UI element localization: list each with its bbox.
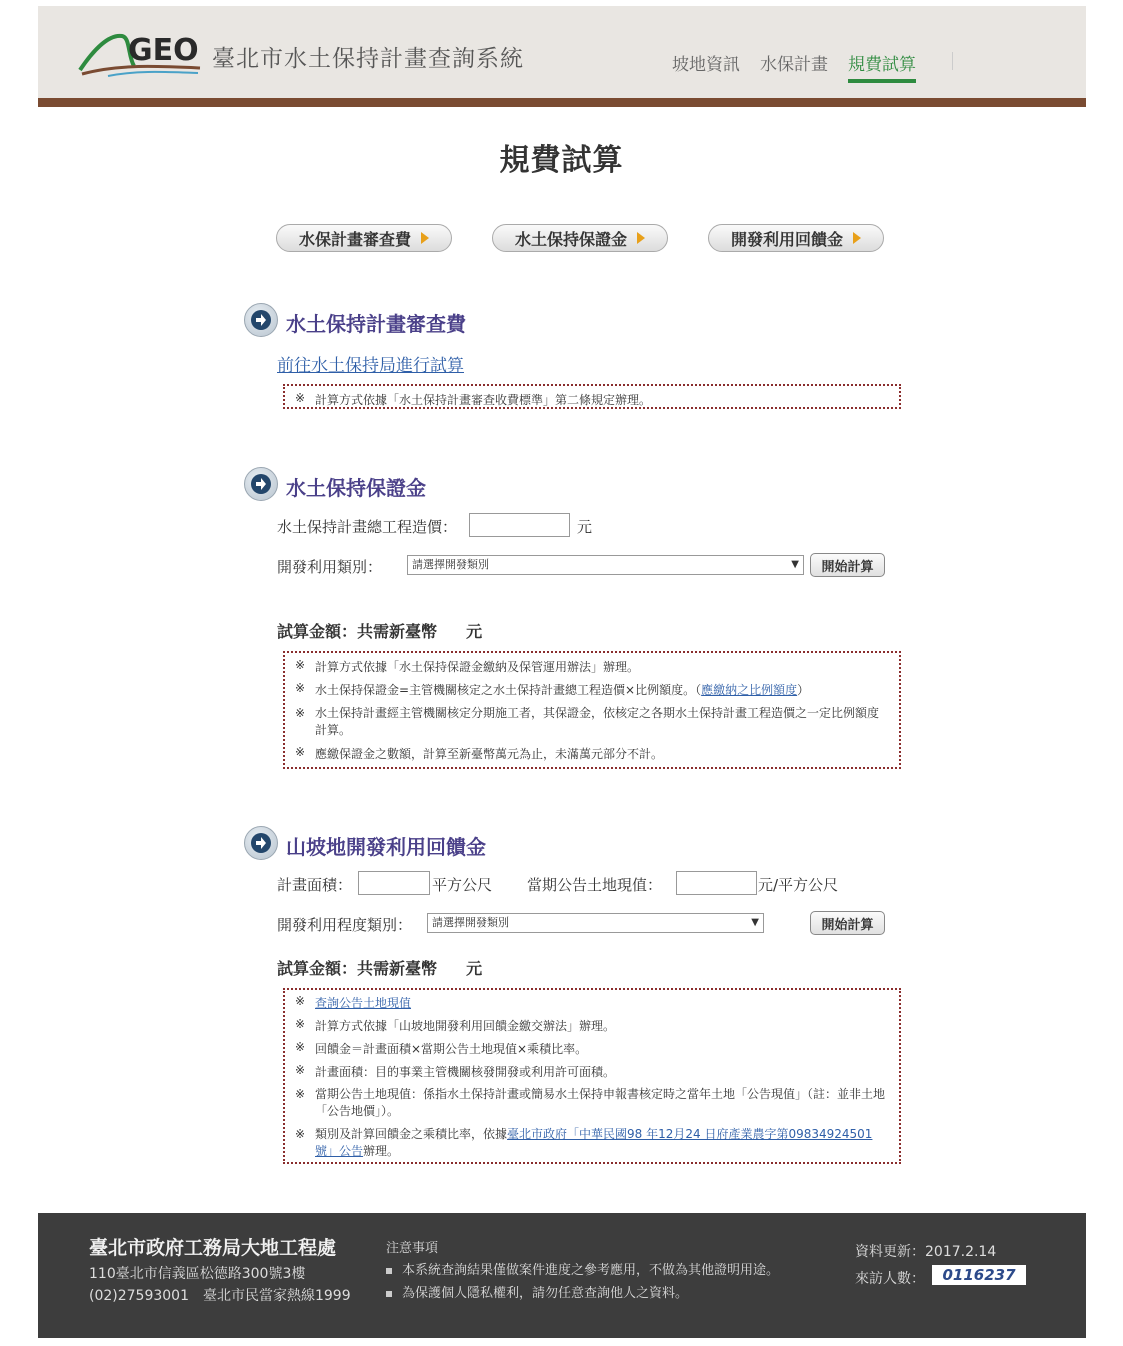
dev-degree-select[interactable] xyxy=(427,913,764,933)
site-footer xyxy=(38,1213,1086,1338)
nav-divider xyxy=(952,52,953,70)
nav-slope-info[interactable]: 坡地資訊 xyxy=(672,55,740,75)
pill-feedback-fund-button[interactable] xyxy=(708,224,884,252)
select-value: 請選擇開發類別 xyxy=(412,558,489,571)
soil-bureau-link[interactable]: 前往水土保持局進行試算 xyxy=(277,356,464,376)
dev-type-label: 開發利用類別： xyxy=(277,558,383,576)
land-value-query-link[interactable]: 查詢公告土地現值 xyxy=(315,996,412,1010)
main-nav xyxy=(672,50,916,83)
note-text: 計算方式依據「山坡地開發利用回饋金繳交辦法」辦理。 xyxy=(315,1019,616,1033)
result-label: 試算金額：共需新臺幣 xyxy=(277,959,438,978)
update-label: 資料更新： xyxy=(855,1244,925,1260)
pill-review-fee-button[interactable] xyxy=(276,224,452,252)
deposit-calculate-button[interactable]: 開始計算 xyxy=(810,553,885,577)
dev-type-select[interactable] xyxy=(407,555,804,575)
note-text: 計畫面積：目的事業主管機關核發開發或利用許可面積。 xyxy=(315,1065,616,1079)
note-text-part: 水土保持保證金=主管機關核定之水土保持計畫總工程造價×比例額度。（ xyxy=(315,683,702,697)
footer-tel: (02)27593001 臺北市民當家熱線1999 xyxy=(89,1288,351,1304)
reference-mark: ※ xyxy=(295,994,306,1008)
notice-text: 本系統查詢結果僅做案件進度之參考應用，不做為其他證明用途。 xyxy=(402,1263,780,1278)
footer-org: 臺北市政府工務局大地工程處 xyxy=(89,1237,337,1259)
section-title-review-fee: 水土保持計畫審查費 xyxy=(286,312,466,336)
feedback-calculate-button[interactable]: 開始計算 xyxy=(810,911,885,935)
reference-mark: ※ xyxy=(295,1087,306,1101)
section-arrow-icon xyxy=(244,467,278,501)
area-label: 計畫面積： xyxy=(277,876,353,894)
section-arrow-icon xyxy=(244,303,278,337)
pill-label: 水保計畫審查費 xyxy=(298,229,411,249)
update-date xyxy=(855,1241,996,1261)
note-text: 水土保持計畫經主管機關核定分期施工者，其保證金，依核定之各期水土保持計畫工程造價之一定比例額度計算。 xyxy=(315,706,880,737)
result-unit: 元 xyxy=(466,622,483,641)
note-text: 應繳保證金之數額，計算至新臺幣萬元為止，未滿萬元部分不計。 xyxy=(315,747,664,761)
notice-text: 為保護個人隱私權利，請勿任意查詢他人之資料。 xyxy=(402,1286,689,1301)
cost-unit: 元 xyxy=(577,518,593,536)
reference-mark: ※ xyxy=(295,1063,306,1077)
note-text xyxy=(315,681,809,705)
note-text: 當期公告土地現值：係指水土保持計畫或簡易水土保持申報書核定時之當年土地「公告現值」（註：並非土地「公告地價」）。 xyxy=(315,1087,886,1118)
note-text-part: 類別及計算回饋金之乘積比率，依據 xyxy=(315,1127,508,1141)
cost-label: 水土保持計畫總工程造價： xyxy=(277,518,458,536)
footer-notice-2 xyxy=(386,1282,688,1301)
land-price-unit: 元/平方公尺 xyxy=(758,876,839,894)
visitor-label: 來訪人數： xyxy=(855,1271,925,1287)
area-unit: 平方公尺 xyxy=(432,876,493,894)
visitor-counter: 0116237 xyxy=(932,1265,1026,1285)
area-input[interactable] xyxy=(358,871,430,895)
page-title: 規費試算 xyxy=(499,143,624,178)
land-price-label: 當期公告土地現值： xyxy=(527,876,663,894)
geo-logo-icon[interactable] xyxy=(78,26,203,78)
pill-label: 水土保持保證金 xyxy=(514,229,627,249)
nav-fee-calculation[interactable]: 規費試算 xyxy=(848,50,916,83)
note-box-review-fee xyxy=(283,384,901,409)
reference-mark: ※ xyxy=(295,1040,306,1054)
play-arrow-icon xyxy=(421,232,429,244)
section-title-feedback-fund: 山坡地開發利用回饋金 xyxy=(286,835,486,859)
feedback-result xyxy=(277,956,482,979)
play-arrow-icon xyxy=(853,232,861,244)
svg-text:GEO: GEO xyxy=(128,33,199,68)
reference-mark: ※ xyxy=(295,1127,306,1141)
announcement-link[interactable]: 臺北市政府「中華民國98 年12月24 日府產業農字第09834924501 號」公告 xyxy=(315,1127,873,1158)
nav-soil-plan[interactable]: 水保計畫 xyxy=(760,55,828,75)
footer-notice-1 xyxy=(386,1259,779,1278)
pill-label: 開發利用回饋金 xyxy=(730,229,843,249)
result-label: 試算金額：共需新臺幣 xyxy=(277,622,438,641)
pill-deposit-button[interactable] xyxy=(492,224,668,252)
deposit-result xyxy=(277,619,482,642)
note-text: 回饋金＝計畫面積×當期公告土地現值×乘積比率。 xyxy=(315,1042,588,1056)
reference-mark: ※ xyxy=(295,745,306,759)
result-unit: 元 xyxy=(466,959,483,978)
dropdown-arrow-icon: ▼ xyxy=(751,917,759,928)
reference-mark: ※ xyxy=(295,1017,306,1031)
note-text xyxy=(315,1126,889,1160)
header-bar xyxy=(38,98,1086,107)
reference-mark: ※ xyxy=(295,391,306,405)
note-text-part: 辦理。 xyxy=(363,1144,400,1158)
reference-mark: ※ xyxy=(295,681,306,695)
dropdown-arrow-icon: ▼ xyxy=(791,559,799,570)
play-arrow-icon xyxy=(637,232,645,244)
ratio-link[interactable]: 應繳納之比例額度 xyxy=(701,683,798,697)
select-value: 請選擇開發類別 xyxy=(432,916,509,929)
note-text: 計算方式依據「水土保持計畫審查收費標準」第二條規定辦理。 xyxy=(315,393,652,407)
total-cost-input[interactable] xyxy=(469,513,570,537)
note-box-feedback xyxy=(283,988,901,1164)
bullet-icon xyxy=(386,1268,392,1274)
reference-mark: ※ xyxy=(295,658,306,672)
section-title-deposit: 水土保持保證金 xyxy=(286,476,426,500)
note-text-part: ） xyxy=(797,683,810,697)
footer-address: 110臺北市信義區松德路300號3樓 xyxy=(89,1266,306,1282)
footer-notice-title: 注意事項 xyxy=(386,1241,439,1256)
land-price-input[interactable] xyxy=(676,871,757,895)
reference-mark: ※ xyxy=(295,706,306,720)
update-value: 2017.2.14 xyxy=(925,1244,997,1260)
bullet-icon xyxy=(386,1291,392,1297)
dev-degree-label: 開發利用程度類別： xyxy=(277,916,413,934)
note-text: 計算方式依據「水土保持保證金繳納及保管運用辦法」辦理。 xyxy=(315,660,640,674)
note-box-deposit xyxy=(283,651,901,769)
section-arrow-icon xyxy=(244,826,278,860)
site-title: 臺北市水土保持計畫查詢系統 xyxy=(212,46,524,72)
